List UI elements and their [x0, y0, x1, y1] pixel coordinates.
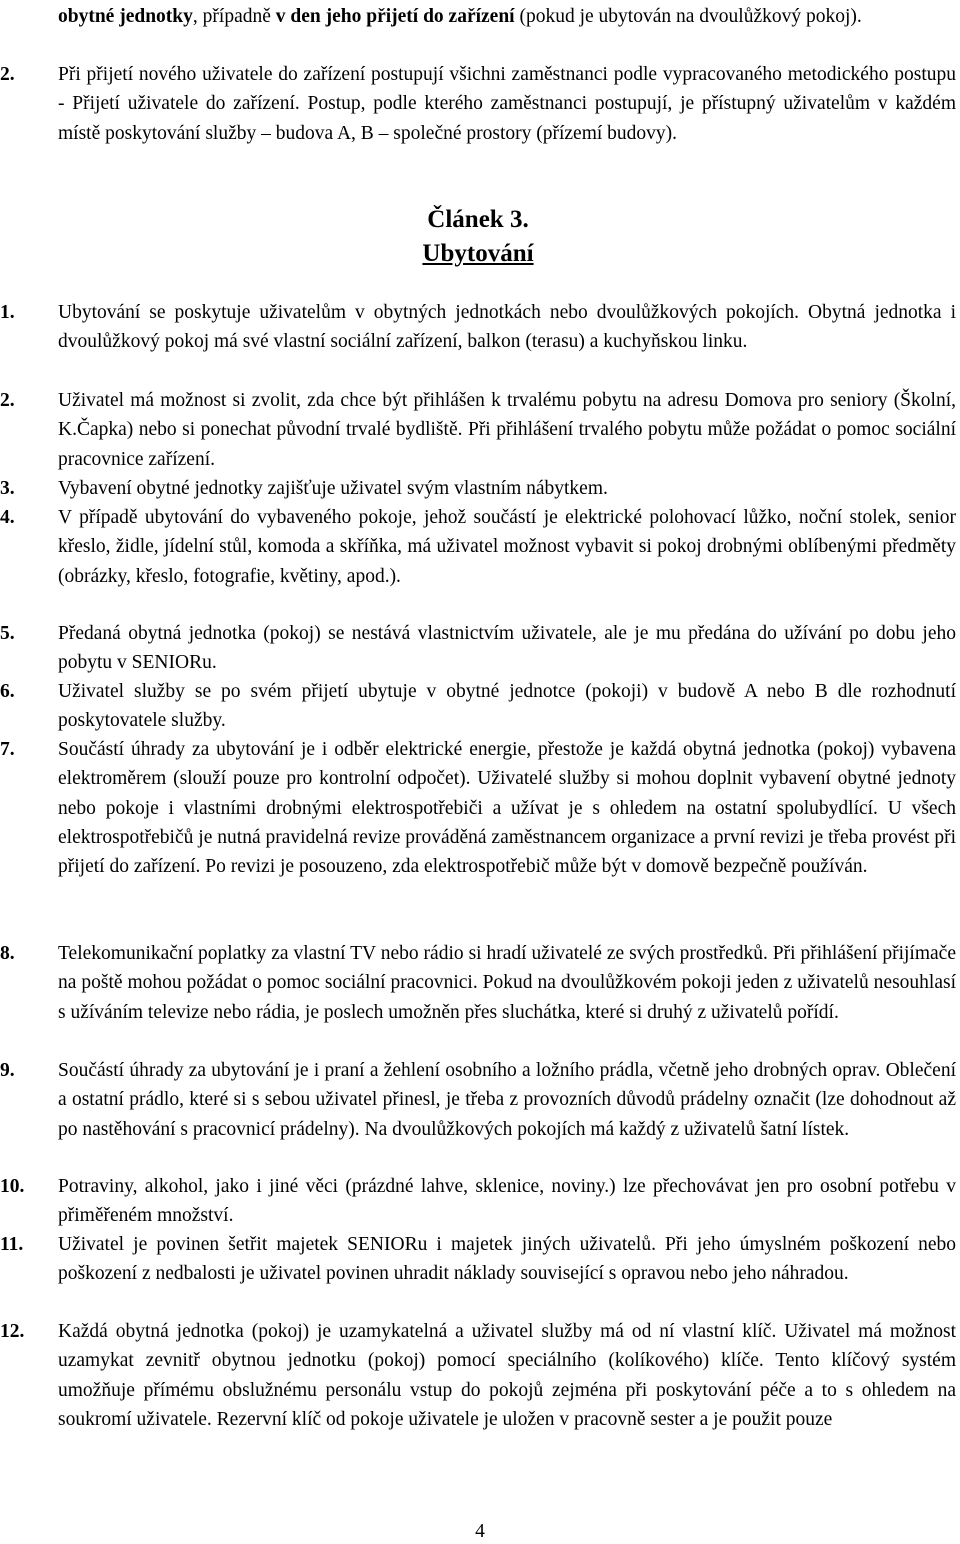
- list-item: [0, 1317, 956, 1434]
- list-item-number: 3.: [0, 478, 15, 499]
- page-number: 4: [475, 1521, 485, 1542]
- bold-phrase-obytne: obytné jednotky: [58, 6, 193, 27]
- text-fragment: , případně: [192, 6, 276, 27]
- list-item-number: 11.: [0, 1234, 24, 1255]
- list-item-number: 4.: [0, 507, 15, 528]
- list-item-text: Uživatel má možnost si zvolit, zda chce být přihlášen k trvalému pobytu na adresu Domova pro seniory (Školní, K.Čapka) nebo si ponechat původní trvalé bydliště. Při přihlášení trvalého pobytu může požádat o pomoc sociální pracovnice zařízení.: [58, 390, 956, 470]
- list-item-number: 6.: [0, 681, 15, 702]
- list-item-number: 2.: [0, 64, 15, 85]
- list-item-text: Uživatel je povinen šetřit majetek SENIORu i majetek jiných uživatelů. Při jeho úmyslném poškození nebo poškození z nedbalosti je uživatel povinen uhradit náklady související s opravou nebo jeho náhradou.: [58, 1234, 956, 1285]
- article-number: Článek 3.: [427, 206, 529, 233]
- list-item-text: Vybavení obytné jednotky zajišťuje uživatel svým vlastním nábytkem.: [58, 478, 608, 499]
- list-item-number: 1.: [0, 302, 15, 323]
- list-item: [0, 298, 956, 357]
- list-item-number: 5.: [0, 623, 15, 644]
- article-title: Ubytování: [422, 240, 534, 267]
- list-item-number: 8.: [0, 943, 15, 964]
- list-item: [0, 735, 956, 881]
- list-item: [0, 1056, 956, 1144]
- list-item-text: Součástí úhrady za ubytování je i praní a žehlení osobního a ložního prádla, včetně jeho drobných oprav. Oblečení a ostatní prádlo, které si s sebou uživatel přinesl, je třeba z provozních důvodů prádelny označit (lze dohodnout až po nastěhování s pracovnicí prádelny). Na dvoulůžkových pokojích má každý z uživatelů šatní lístek.: [58, 1060, 956, 1140]
- list-item-text: Uživatel služby se po svém přijetí ubytuje v obytné jednotce (pokoji) v budově A nebo B dle rozhodnutí poskytovatele služby.: [58, 681, 956, 732]
- list-item-text: Součástí úhrady za ubytování je i odběr elektrické energie, přestože je každá obytná jednotka (pokoj) vybavena elektroměrem (slouží pouze pro kontrolní odpočet). Uživatelé služby si mohou doplnit vybavení obytné jednoty nebo pokoje i vlastními drobnými elektrospotřebiči a užívat je s ohledem na ostatní spolubydlící. U všech elektrospotřebičů je nutná pravidelná revize prováděná zaměstnancem organizace a první revizi je třeba provést při přijetí do zařízení. Po revizi je posouzeno, zda elektrospotřebič může být v domově bezpečně používán.: [58, 739, 956, 878]
- text-fragment: (pokud je ubytován na dvoulůžkový pokoj).: [514, 6, 862, 27]
- continuation-paragraph: [58, 2, 956, 31]
- list-item: [0, 1172, 956, 1231]
- list-item-number: 12.: [0, 1321, 25, 1342]
- list-item-number: 9.: [0, 1060, 15, 1081]
- list-item-text: Předaná obytná jednotka (pokoj) se nestává vlastnictvím uživatele, ale je mu předána do užívání po dobu jeho pobytu v SENIORu.: [58, 623, 956, 674]
- list-item-number: 7.: [0, 739, 15, 760]
- list-item-number: 10.: [0, 1176, 25, 1197]
- list-item: [0, 677, 956, 736]
- list-item: [0, 1230, 956, 1289]
- list-item-prev-2: [0, 60, 956, 148]
- list-item-number: 2.: [0, 390, 15, 411]
- list-item-text: Telekomunikační poplatky za vlastní TV nebo rádio si hradí uživatelé ze svých prostředků. Při přihlášení přijímače na poště mohou požádat o pomoc sociální pracovnici. Pokud na dvoulůžkovém pokoji jeden z uživatelů nesouhlasí s užíváním televize nebo rádia, je poslech umožněn přes sluchátka, které si druhý z uživatelů pořídí.: [58, 943, 956, 1023]
- list-item: [0, 474, 956, 503]
- list-item: [0, 619, 956, 678]
- list-item-text: Každá obytná jednotka (pokoj) je uzamykatelná a uživatel služby má od ní vlastní klíč. Uživatel má možnost uzamykat zevnitř obytnou jednotku (pokoj) pomocí speciálního (kolíkového) klíče. Tento klíčový systém umožňuje přímému obslužnému personálu vstup do pokojů zejména při poskytování péče a to s ohledem na soukromí uživatele. Rezervní klíč od pokoje uživatele je uložen v pracovně sester a je použit pouze: [58, 1321, 956, 1430]
- list-item: [0, 503, 956, 591]
- list-item-text: V případě ubytování do vybaveného pokoje, jehož součástí je elektrické polohovací lůžko, noční stolek, senior křeslo, židle, jídelní stůl, komoda a skříňka, má uživatel možnost vybavit si pokoj drobnými oblíbenými předměty (obrázky, křeslo, fotografie, květiny, apod.).: [58, 507, 956, 587]
- list-item-text: Při přijetí nového uživatele do zařízení postupují všichni zaměstnanci podle vypracovaného metodického postupu - Přijetí uživatele do zařízení. Postup, podle kterého zaměstnanci postupují, je přístupný uživatelům v každém místě poskytování služby – budova A, B – společné prostory (přízemí budovy).: [58, 64, 956, 144]
- list-item: [0, 386, 956, 474]
- list-item-text: Potraviny, alkohol, jako i jiné věci (prázdné lahve, sklenice, noviny.) lze přechovávat jen pro osobní potřebu v přiměřeném množství.: [58, 1176, 956, 1227]
- list-item-text: Ubytování se poskytuje uživatelům v obytných jednotkách nebo dvoulůžkových pokojích. Obytná jednotka i dvoulůžkový pokoj má své vlastní sociální zařízení, balkon (terasu) a kuchyňskou linku.: [58, 302, 956, 353]
- bold-phrase-den-prijeti: v den jeho přijetí do zařízení: [275, 6, 515, 27]
- list-item: [0, 939, 956, 1027]
